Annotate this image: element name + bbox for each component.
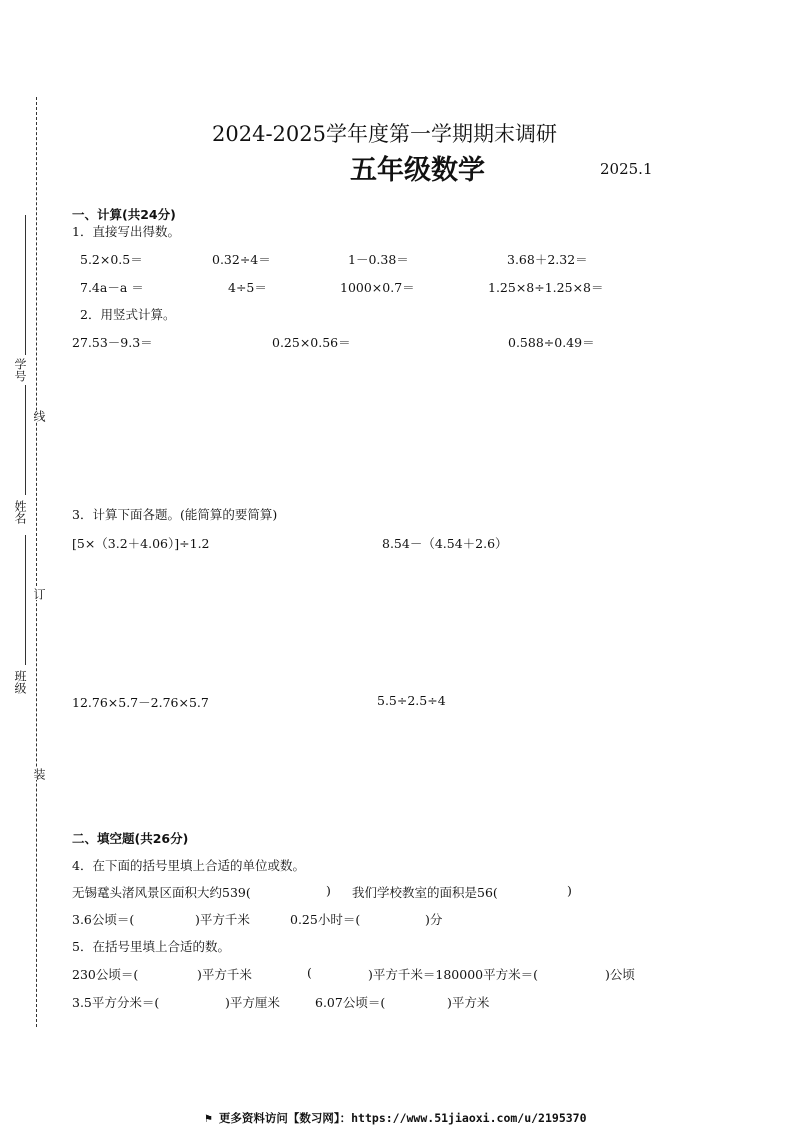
q4-line2-b: )平方千米 bbox=[195, 912, 250, 927]
q5-line1-d: )平方千米＝180000平方米＝( bbox=[368, 967, 538, 982]
q1-item: 3.68＋2.32＝ bbox=[507, 252, 588, 267]
binding-dashed-line bbox=[36, 97, 37, 1027]
q3-item: 8.54－（4.54＋2.6） bbox=[382, 536, 508, 551]
q4-line2-c: 0.25小时＝( bbox=[290, 912, 361, 927]
subject-title: 五年级数学 bbox=[350, 155, 485, 186]
q3-text: 3．计算下面各题。(能简算的要简算) bbox=[72, 507, 278, 522]
q4-line1-d: ) bbox=[567, 883, 572, 898]
q5-line1-a: 230公顷＝( bbox=[72, 967, 139, 982]
q1-item: 1.25×8÷1.25×8＝ bbox=[488, 280, 604, 295]
class-label: 班级 bbox=[13, 670, 27, 694]
q5-line2-a: 3.5平方分米＝( bbox=[72, 995, 160, 1010]
q1-item: 5.2×0.5＝ bbox=[80, 252, 143, 267]
name-blank bbox=[25, 385, 26, 495]
q5-line1-b: )平方千米 bbox=[197, 967, 252, 982]
q5-text: 5．在括号里填上合适的数。 bbox=[72, 939, 230, 954]
student-id-blank bbox=[25, 215, 26, 355]
flag-icon: ⚑ bbox=[205, 1111, 212, 1125]
section2-heading: 二、填空题(共26分) bbox=[72, 831, 189, 846]
q3-item: 5.5÷2.5÷4 bbox=[377, 693, 446, 708]
q1-text: 1．直接写出得数。 bbox=[72, 224, 180, 239]
q5-line2-c: 6.07公顷＝( bbox=[315, 995, 386, 1010]
q1-item: 0.32÷4＝ bbox=[212, 252, 271, 267]
section1-heading: 一、计算(共24分) bbox=[72, 207, 176, 222]
footer-text: 更多资料访问【数习网】：https://www.51jiaoxi.com/u/2195370 bbox=[218, 1111, 587, 1125]
q5-line2-d: )平方米 bbox=[447, 995, 490, 1010]
q1-item: 4÷5＝ bbox=[228, 280, 267, 295]
q1-item: 7.4a－a ＝ bbox=[80, 280, 144, 295]
binding-mark-order: 订 bbox=[32, 588, 46, 600]
q2-item: 0.25×0.56＝ bbox=[272, 335, 351, 350]
q4-line1-c: 我们学校教室的面积是56( bbox=[352, 885, 498, 900]
student-id-label: 学号 bbox=[13, 358, 27, 382]
q3-item: 12.76×5.7－2.76×5.7 bbox=[72, 695, 209, 710]
exam-title: 2024-2025学年度第一学期期末调研 bbox=[212, 122, 557, 146]
q1-item: 1－0.38＝ bbox=[348, 252, 409, 267]
q2-item: 27.53－9.3＝ bbox=[72, 335, 153, 350]
class-blank bbox=[25, 535, 26, 665]
exam-date: 2025.1 bbox=[600, 160, 653, 178]
binding-mark-bind: 装 bbox=[32, 768, 46, 780]
q4-line1-a: 无锡鼋头渚风景区面积大约539( bbox=[72, 885, 251, 900]
q5-line1-e: )公顷 bbox=[605, 967, 635, 982]
q4-text: 4．在下面的括号里填上合适的单位或数。 bbox=[72, 858, 305, 873]
name-label: 姓名 bbox=[13, 500, 27, 524]
q5-line2-b: )平方厘米 bbox=[225, 995, 280, 1010]
q2-text: 2．用竖式计算。 bbox=[80, 307, 176, 322]
q4-line1-b: ) bbox=[326, 883, 331, 898]
q1-item: 1000×0.7＝ bbox=[340, 280, 415, 295]
q4-line2-d: )分 bbox=[425, 912, 443, 927]
binding-mark-line: 线 bbox=[32, 410, 46, 422]
q5-line1-c: ( bbox=[307, 965, 312, 980]
q3-item: [5×（3.2＋4.06）]÷1.2 bbox=[72, 536, 210, 551]
q2-item: 0.588÷0.49＝ bbox=[508, 335, 595, 350]
q4-line2-a: 3.6公顷＝( bbox=[72, 912, 135, 927]
